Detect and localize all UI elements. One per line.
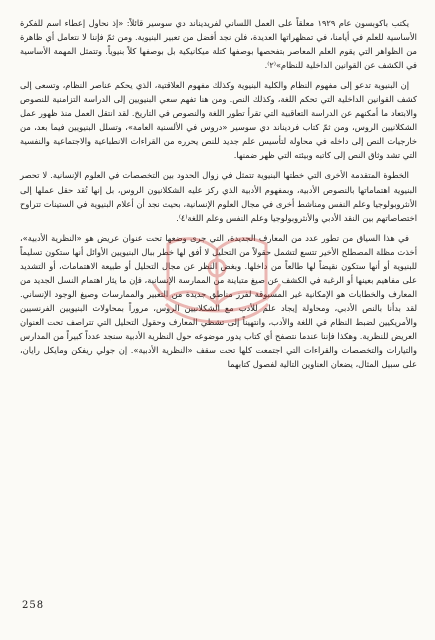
paragraph-2: إن البنيوية تدعو إلى مفهوم النظام والكلية البنيوية وكذلك مفهوم العلاقتية، الذي يحكم عناصر النظام، وتسعى إلى كشف القوانين الداخلية التي تحكم اللغة، وكذلك النص. ومن هنا تفهم سعي البنيويين إلى الدراسة التزامنية للنصوص والابتعاد ما أمكنهم عن الدراسة التعاقبية التي تقرأ تطور اللغة والنصوص في التاريخ. لقد انتقل العمل منذ ظهور عمل الشكلانيين الروس، ومن ثمّ كتاب فرديناند دي سوسير «دروس في الألسنية العامة»، وتسلل البنيويين فيما بعد، من خارجيات النص إلى داخله في محاولة لتأسيس علم جديد للنص يحرره من القراءات الانطباعية والاجتماعية والنفسية التي تشد وثاق النص إلى كاتبه وبيئته التي ظهر ضمنها. [20,80,417,161]
paragraph-4: في هذا السياق من تطور عدد من المعارف الجديدة، التي جرى وضعها تحت عنوان عريض هو «النظرية الأدبية»، أخذت مظلة المصطلح الأخير تتسع لتشمل حقولاً من التحليل لا أفق لها خطر ببال البنيويين الأوائل أنها ستكون تسليماً للبنيوية أو أنها ستكون نقيضاً لها طالعاً من داخلها. وبغض النظر عن مجال التحليل أو طبيعة الاهتمامات، أو التشديد على مفاهيم بعينها أو الرغبة في الكشف عن صيغ متباينة من الممارسة الإنسانية، فإن ما يثار اهتمام النسل الجديد من المعارف والخطابات هو الإمكانية غير المسبوقة لفرز مناطق جديدة من التعبير والممارسات وصيغ الوجود الإنساني. لقد بدأنا بالنص الأدبي، ومحاولة إيجاد علم للأدب مع الشكلانيين الروس، مروراً بمحاولات البنيويين الفرنسيين والأمريكيين لضبط النظام في اللغة والأدب، وانتهيناً إلى تشظي المعارف وحقول التحليل التي تتراصف تحت العنوان العريض للنظرية. وهكذا فإننا عندما نتصفح أي كتاب يدور موضوعه حول النظرية الأدبية سنجد عدداً كبيراً من المدارس والتيارات والتخصصات والقراءات التي اجتمعت كلها تحت سقف «النظرية الأدبية». إن جولي ريفكن ومايكل رايان، على سبيل المثال، يضعان العناوين التالية لفصول كتابهما [20,232,417,370]
document-body [20,16,417,371]
page-number: 258 [22,600,45,611]
paragraph-1: يكتب باكوبسون عام ١٩٢٩ معلقاً على العمل اللساني لفريديناند دي سوسير قائلاً: «إذ نحاول إعطاء اسم للفكرة الأساسية للعلم في أيامنا، في تمظهراتها العديدة، فلن نجد أفضل من تعبير البنيوية. ومن ثمّ فإننا لا نتعامل أي ظاهرة من الظواهر التي يقوم العلم المعاصر بتفحصها بوصفها كتلة ميكانيكية بل بوصفها كلاً بنيوياً. وتتمثل المهمة الأساسية في الكشف عن القوانين الداخلية للنظام»⁽٢⁾. [20,18,417,71]
paragraph-3: الخطوة المتقدمة الأخرى التي خطتها البنيوية تتمثل في زوال الحدود بين التخصصات في العلوم الإنسانية. لا تحصر البنيوية اهتماماتها بالنصوص الأدبية، وبمفهوم الأدبية الذي ركز عليه الشكلانيون الروس، بل إنها تُقد حقل عملها إلى الأنثروبولوجيا وعلم النفس ومناشط أخرى في مجال العلوم الإنسانية، بحيث نجد أن أعلام البنيوية في الستينات تتراوح اختصاصاتهم بين النقد الأدبي والأنثروبولوجيا وعلم النفس وعلم اللغة⁽٤⁾. [20,170,417,223]
